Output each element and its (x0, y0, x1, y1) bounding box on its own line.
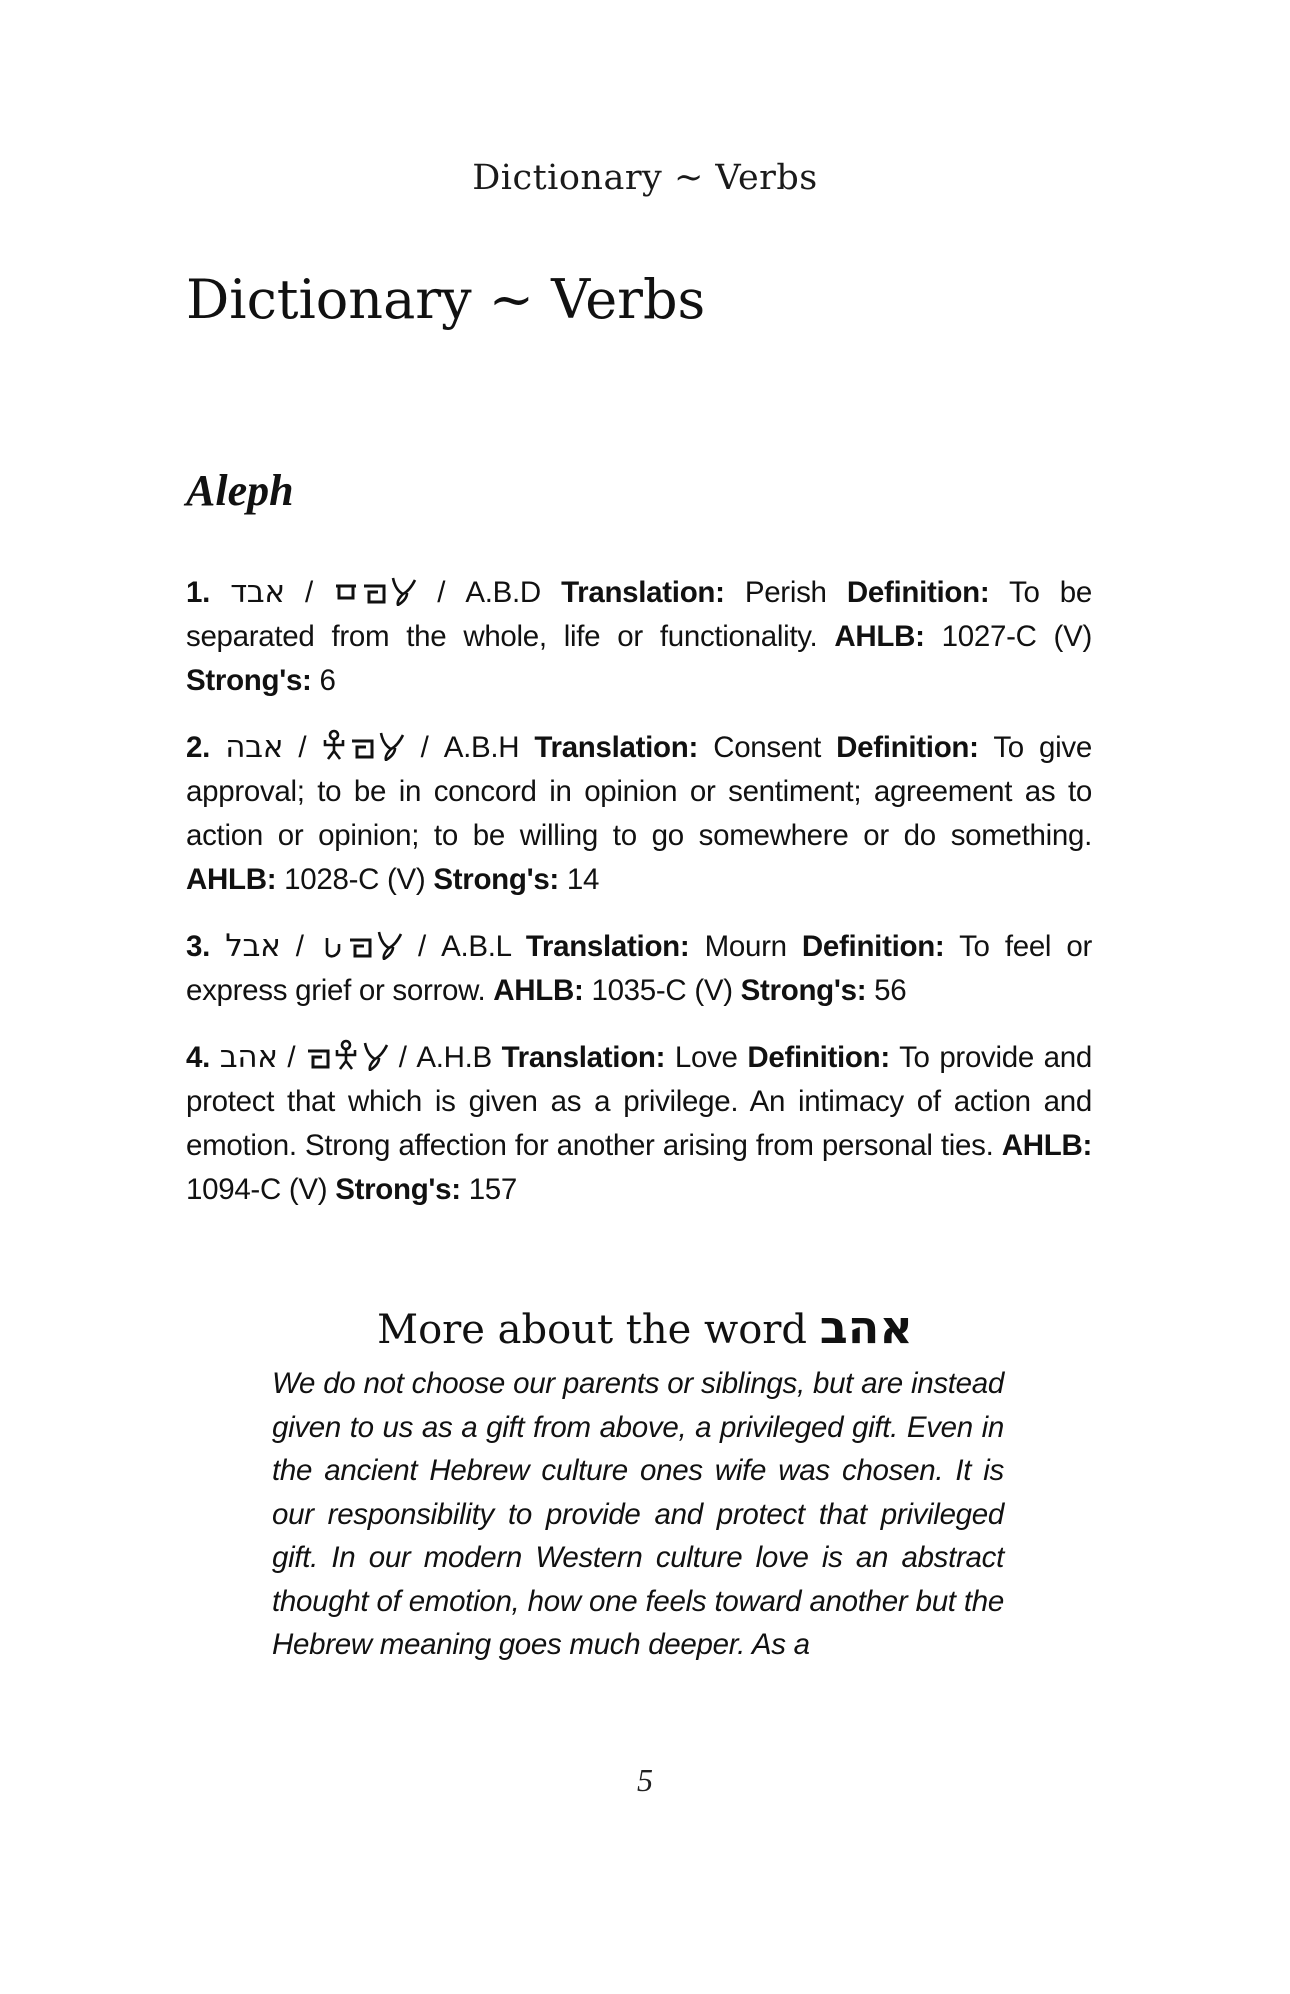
more-about-hebrew-word: אהב (819, 1300, 913, 1354)
definition-label: Definition: (801, 930, 945, 963)
definition-value: To feel or express grief or sorrow. (186, 930, 1092, 1007)
more-about-heading-text: More about the word (377, 1307, 808, 1353)
section-heading-aleph: Aleph (186, 466, 294, 515)
definition-label: Definition: (846, 576, 990, 609)
page-title: Dictionary ~ Verbs (186, 268, 706, 331)
definition-value: To give approval; to be in concord in opinion or sentiment; agreement as to action or opinion; to be willing to go somewhere or do something. (186, 731, 1092, 852)
strongs-value: 157 (468, 1173, 518, 1206)
translation-value: Love (674, 1041, 738, 1074)
pictograph-ox-head-icon (365, 1043, 387, 1070)
page-number: 5 (637, 1762, 653, 1798)
running-head: Dictionary ~ Verbs (472, 158, 818, 198)
pictograph-man-raised-arms-icon (337, 1041, 355, 1069)
verb-entry: 2. אבה / / A.B.H Translation: Consent Definition: To give approval; to be in concord in opinion or sentiment; agreement as to action or opinion; to be willing to go somewhere or do something. AHLB: 1028-C (V) Strong's: 14 (186, 729, 1092, 896)
ahlb-label: AHLB: (493, 974, 584, 1007)
pictograph-word (333, 574, 417, 606)
pictograph-tent-icon (364, 586, 384, 602)
entry-number: 3. (186, 930, 211, 963)
ahlb-value: 1028-C (V) (284, 863, 426, 896)
pictograph-shepherd-staff-icon (327, 938, 339, 956)
verb-entry: 1. אבד / / A.B.D Translation: Perish Definition: To be separated from the whole, life or functionality. AHLB: 1027-C (V) Strong's: 6 (186, 574, 1092, 697)
ahlb-value: 1094-C (V) (186, 1173, 328, 1206)
ahlb-label: AHLB: (186, 863, 277, 896)
more-about-body: We do not choose our parents or siblings, but are instead given to us as a gift from above, a privileged gift. Even in the ancient Hebrew culture ones wife was chosen. It is our responsibility to provide and protect that privileged gift. In our modern Western culture love is an abstract thought of emotion, how one feels toward another but the Hebrew meaning goes much deeper. As a (272, 1367, 1004, 1661)
translation-label: Translation: (501, 1041, 666, 1074)
verb-entry-list (186, 570, 1092, 1234)
definition-value: To provide and protect that which is given as a privilege. An intimacy of action and emotion. Strong affection for another arising from personal ties. (186, 1041, 1092, 1162)
translation-value: Consent (713, 731, 821, 764)
pictograph-word (305, 1039, 389, 1071)
ahlb-value: 1035-C (V) (591, 974, 733, 1007)
translation-value: Mourn (704, 930, 787, 963)
translation-label: Translation: (525, 930, 690, 963)
translation-value: Perish (744, 576, 827, 609)
pictograph-man-raised-arms-icon (325, 731, 343, 759)
transliteration: A.B.D (465, 576, 541, 609)
entry-number: 1. (186, 576, 211, 609)
strongs-label: Strong's: (186, 664, 312, 697)
pictograph-ox-head-icon (381, 733, 403, 760)
ahlb-value: 1027-C (V) (941, 620, 1092, 653)
ahlb-label: AHLB: (834, 620, 925, 653)
translation-label: Translation: (561, 576, 725, 609)
pictograph-tent-icon (350, 940, 370, 956)
pictograph-tent-icon (352, 741, 372, 757)
strongs-label: Strong's: (335, 1173, 461, 1206)
verb-entry: 4. אהב / / A.H.B Translation: Love Definition: To provide and protect that which is given as a privilege. An intimacy of action and emotion. Strong affection for another arising from personal ties. AHLB: 1094-C (V) Strong's: 157 (186, 1039, 1092, 1206)
hebrew-word: אבד (230, 574, 285, 610)
hebrew-word: אבל (225, 928, 281, 964)
strongs-value: 56 (874, 974, 907, 1007)
definition-label: Definition: (747, 1041, 890, 1074)
strongs-label: Strong's: (433, 863, 559, 896)
pictograph-word (319, 928, 403, 960)
pictograph-ox-head-icon (393, 578, 415, 605)
translation-label: Translation: (534, 731, 699, 764)
transliteration: A.B.L (441, 930, 511, 963)
pictograph-tent-icon (308, 1051, 328, 1067)
strongs-label: Strong's: (740, 974, 867, 1007)
hebrew-word: אבה (225, 729, 284, 765)
more-about-heading (0, 1300, 1290, 1354)
definition-value: To be separated from the whole, life or functionality. (186, 576, 1092, 653)
hebrew-word: אהב (219, 1039, 278, 1075)
transliteration: A.B.H (443, 731, 520, 764)
ahlb-label: AHLB: (1001, 1129, 1092, 1162)
strongs-value: 6 (319, 664, 336, 697)
pictograph-word (321, 729, 405, 761)
entry-number: 4. (186, 1041, 211, 1074)
strongs-value: 14 (566, 863, 600, 896)
definition-label: Definition: (836, 731, 979, 764)
transliteration: A.H.B (416, 1041, 492, 1074)
verb-entry: 3. אבל / / A.B.L Translation: Mourn Definition: To feel or express grief or sorrow. AHLB: 1035-C (V) Strong's: 56 (186, 928, 1092, 1007)
pictograph-ox-head-icon (379, 932, 401, 959)
pictograph-door-icon (336, 586, 356, 598)
entry-number: 2. (186, 731, 211, 764)
